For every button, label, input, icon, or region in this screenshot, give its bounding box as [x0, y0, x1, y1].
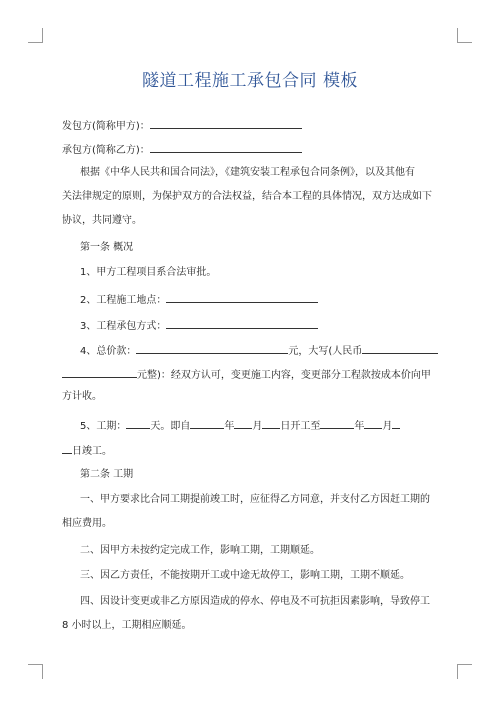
article1-item2 — [80, 292, 318, 307]
item5-start: 日开工至 — [280, 421, 321, 432]
item5-month2: 月 — [382, 421, 393, 432]
item3-blank — [166, 318, 318, 329]
item3-label: 3、工程承包方式： — [80, 321, 167, 332]
article1-item4-cont — [62, 367, 431, 382]
item4-amount-blank — [136, 343, 288, 354]
item4-rmb-blank — [362, 343, 438, 354]
item5-year1-blank — [190, 418, 224, 429]
item4-rmb-blank-cont — [62, 367, 137, 378]
document-title: 隧道工程施工承包合同 模板 — [142, 71, 358, 91]
party-a-line — [62, 118, 302, 133]
article2-p3: 三、因乙方责任，不能按期开工或中途无故停工，影响工期，工期不顺延。 — [80, 570, 410, 581]
crop-mark-top-left — [28, 28, 43, 43]
item5-label: 5、工期： — [80, 421, 127, 432]
item5-month1-blank — [234, 418, 252, 429]
party-b-blank — [150, 142, 302, 153]
article1-item1: 1、甲方工程项目系合法审批。 — [80, 267, 217, 278]
item5-day2-blank — [392, 418, 400, 429]
article2-p1-a: 一、甲方要求比合同工期提前竣工时，应征得乙方同意，并支付乙方因赶工期的 — [80, 494, 430, 505]
item5-day2-blank-cont — [62, 443, 72, 454]
item2-label: 2、工程施工地点： — [80, 295, 167, 306]
article1-item3 — [80, 318, 318, 333]
item5-year1: 年 — [224, 421, 235, 432]
article1-item5-cont — [62, 443, 112, 458]
party-b-label: 承包方(简称乙方)： — [62, 145, 150, 156]
item2-blank — [166, 292, 318, 303]
article2-heading: 第二条 工期 — [80, 469, 134, 480]
item5-end: 日竣工。 — [72, 446, 112, 457]
article2-p1-b: 相应费用。 — [62, 518, 112, 529]
item5-month2-blank — [364, 418, 382, 429]
article1-heading: 第一条 概况 — [80, 242, 134, 253]
article2-p4-a: 四、因设计变更或非乙方原因造成的停水、停电及不可抗拒因素影响，导致停工 — [80, 596, 430, 607]
crop-mark-top-right — [457, 28, 472, 43]
party-b-line — [62, 142, 302, 157]
item5-year2: 年 — [354, 421, 365, 432]
item4-label: 4、总价款： — [80, 346, 137, 357]
item4-tail: 元整)：经双方认可，变更施工内容，变更部分工程款按成本价向甲 — [137, 370, 431, 381]
intro-line-1: 根据《中华人民共和国合同法》，《建筑安装工程承包合同条例》，以及其他有 — [80, 167, 415, 178]
article1-item5 — [80, 418, 400, 433]
intro-line-3: 协议，共同遵守。 — [62, 215, 142, 226]
item5-day1-blank — [262, 418, 280, 429]
item5-days: 天。即自 — [150, 421, 191, 432]
article2-p2: 二、因甲方未按约定完成工作，影响工期，工期顺延。 — [80, 545, 320, 556]
intro-line-2: 关法律规定的原则，为保护双方的合法权益，结合本工程的具体情况，双方达成如下 — [62, 191, 432, 202]
item5-year2-blank — [320, 418, 354, 429]
crop-mark-bottom-right — [457, 664, 472, 679]
item4-mid: 元，大写(人民币 — [288, 346, 363, 357]
party-a-label: 发包方(简称甲方)： — [62, 121, 150, 132]
article1-item4-end: 方计收。 — [62, 391, 102, 402]
item5-month1: 月 — [252, 421, 263, 432]
article2-p4-b: 8 小时以上，工期相应顺延。 — [62, 620, 192, 631]
item5-days-blank — [126, 418, 150, 429]
article1-item4 — [80, 343, 438, 358]
crop-mark-bottom-left — [28, 664, 43, 679]
party-a-blank — [150, 118, 302, 129]
